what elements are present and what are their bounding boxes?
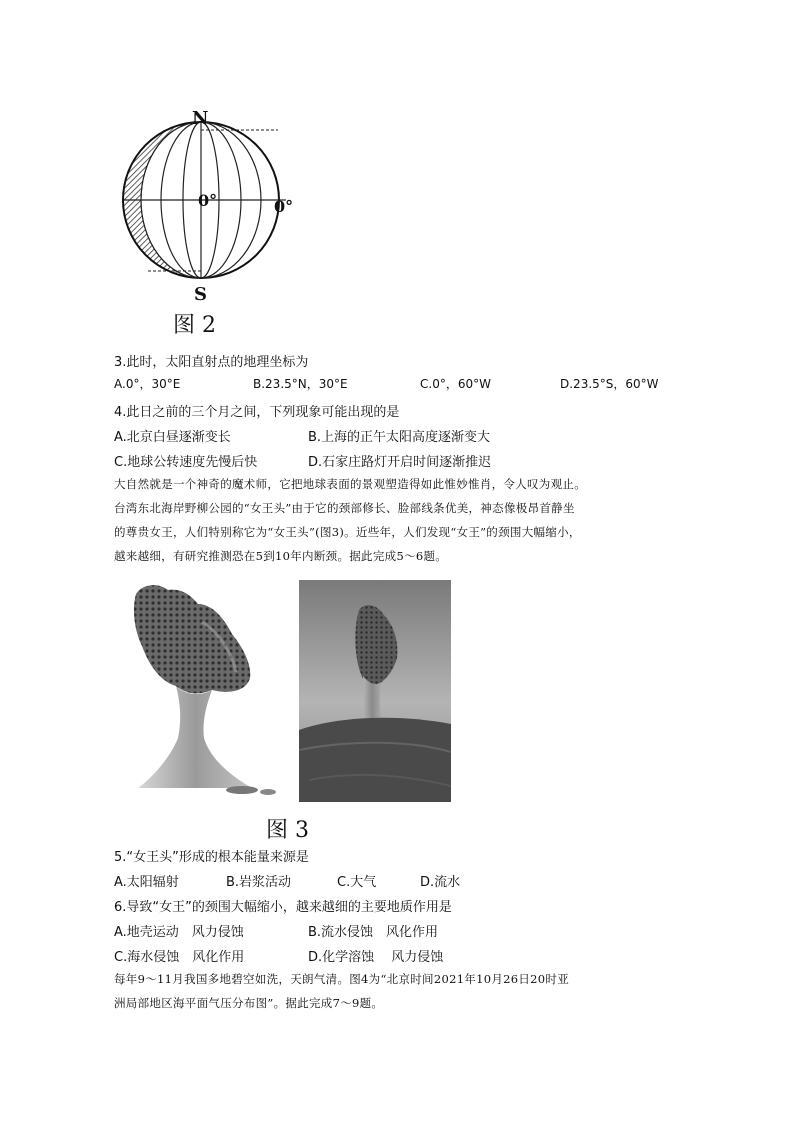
q5-option-d: D.流水	[420, 875, 461, 890]
q5-option-b: B.岩浆活动	[226, 875, 292, 890]
lat-label: 0°	[198, 191, 218, 210]
passage-1-line: 越来越细，有研究推测恐在5到10年内断颈。据此完成5～6题。	[114, 549, 448, 563]
q6-option-b: B.流水侵蚀 风化作用	[308, 925, 439, 940]
q3-option-a: A.0°，30°E	[114, 377, 181, 391]
q6-option-d: D.化学溶蚀 风力侵蚀	[308, 950, 444, 965]
q4-stem: 4.此日之前的三个月之间，下列现象可能出现的是	[114, 405, 400, 420]
q6-option-c: C.海水侵蚀 风化作用	[114, 950, 245, 965]
passage-1-line: 台湾东北海岸野柳公园的“女王头”由于它的颈部修长、脸部线条优美，神态像极昂首静坐	[114, 501, 575, 515]
queen-head-photo-right	[299, 580, 451, 802]
lon-label: 0°	[274, 197, 294, 216]
figure-2	[108, 108, 308, 308]
q3-stem: 3.此时，太阳直射点的地理坐标为	[114, 355, 309, 370]
passage-1-line: 的尊贵女王，人们特别称它为“女王头”(图3)。近些年，人们发现“女王”的颈围大幅缩小，	[114, 525, 581, 539]
q4-option-a: A.北京白昼逐渐变长	[114, 430, 231, 445]
q4-option-d: D.石家庄路灯开启时间逐渐推迟	[308, 455, 492, 470]
globe-diagram	[108, 108, 308, 308]
figure-2-caption: 图 2	[173, 313, 216, 338]
q5-option-a: A.太阳辐射	[114, 875, 179, 890]
q3-option-d: D.23.5°S，60°W	[560, 377, 659, 391]
q6-option-a: A.地壳运动 风力侵蚀	[114, 925, 244, 940]
south-label: S	[194, 284, 207, 305]
passage-1-line: 大自然就是一个神奇的魔术师，它把地球表面的景观塑造得如此惟妙惟肖，令人叹为观止。	[114, 477, 586, 491]
q5-stem: 5.“女王头”形成的根本能量来源是	[114, 850, 309, 865]
passage-2-line: 每年9～11月我国多地碧空如洗，天朗气清。图4为“北京时间2021年10月26日20时亚	[114, 972, 570, 986]
north-label: N	[192, 108, 209, 129]
q5-option-c: C.大气	[337, 875, 377, 890]
q3-option-c: C.0°，60°W	[420, 377, 491, 391]
q6-stem: 6.导致“女王”的颈围大幅缩小，越来越细的主要地质作用是	[114, 900, 452, 915]
q4-option-b: B.上海的正午太阳高度逐渐变大	[308, 430, 491, 445]
q4-option-c: C.地球公转速度先慢后快	[114, 455, 258, 470]
passage-2-line: 洲局部地区海平面气压分布图”。据此完成7～9题。	[114, 996, 384, 1010]
queen-head-photo-left	[132, 582, 282, 807]
figure-3-caption: 图 3	[266, 818, 309, 843]
q3-option-b: B.23.5°N，30°E	[253, 377, 348, 391]
